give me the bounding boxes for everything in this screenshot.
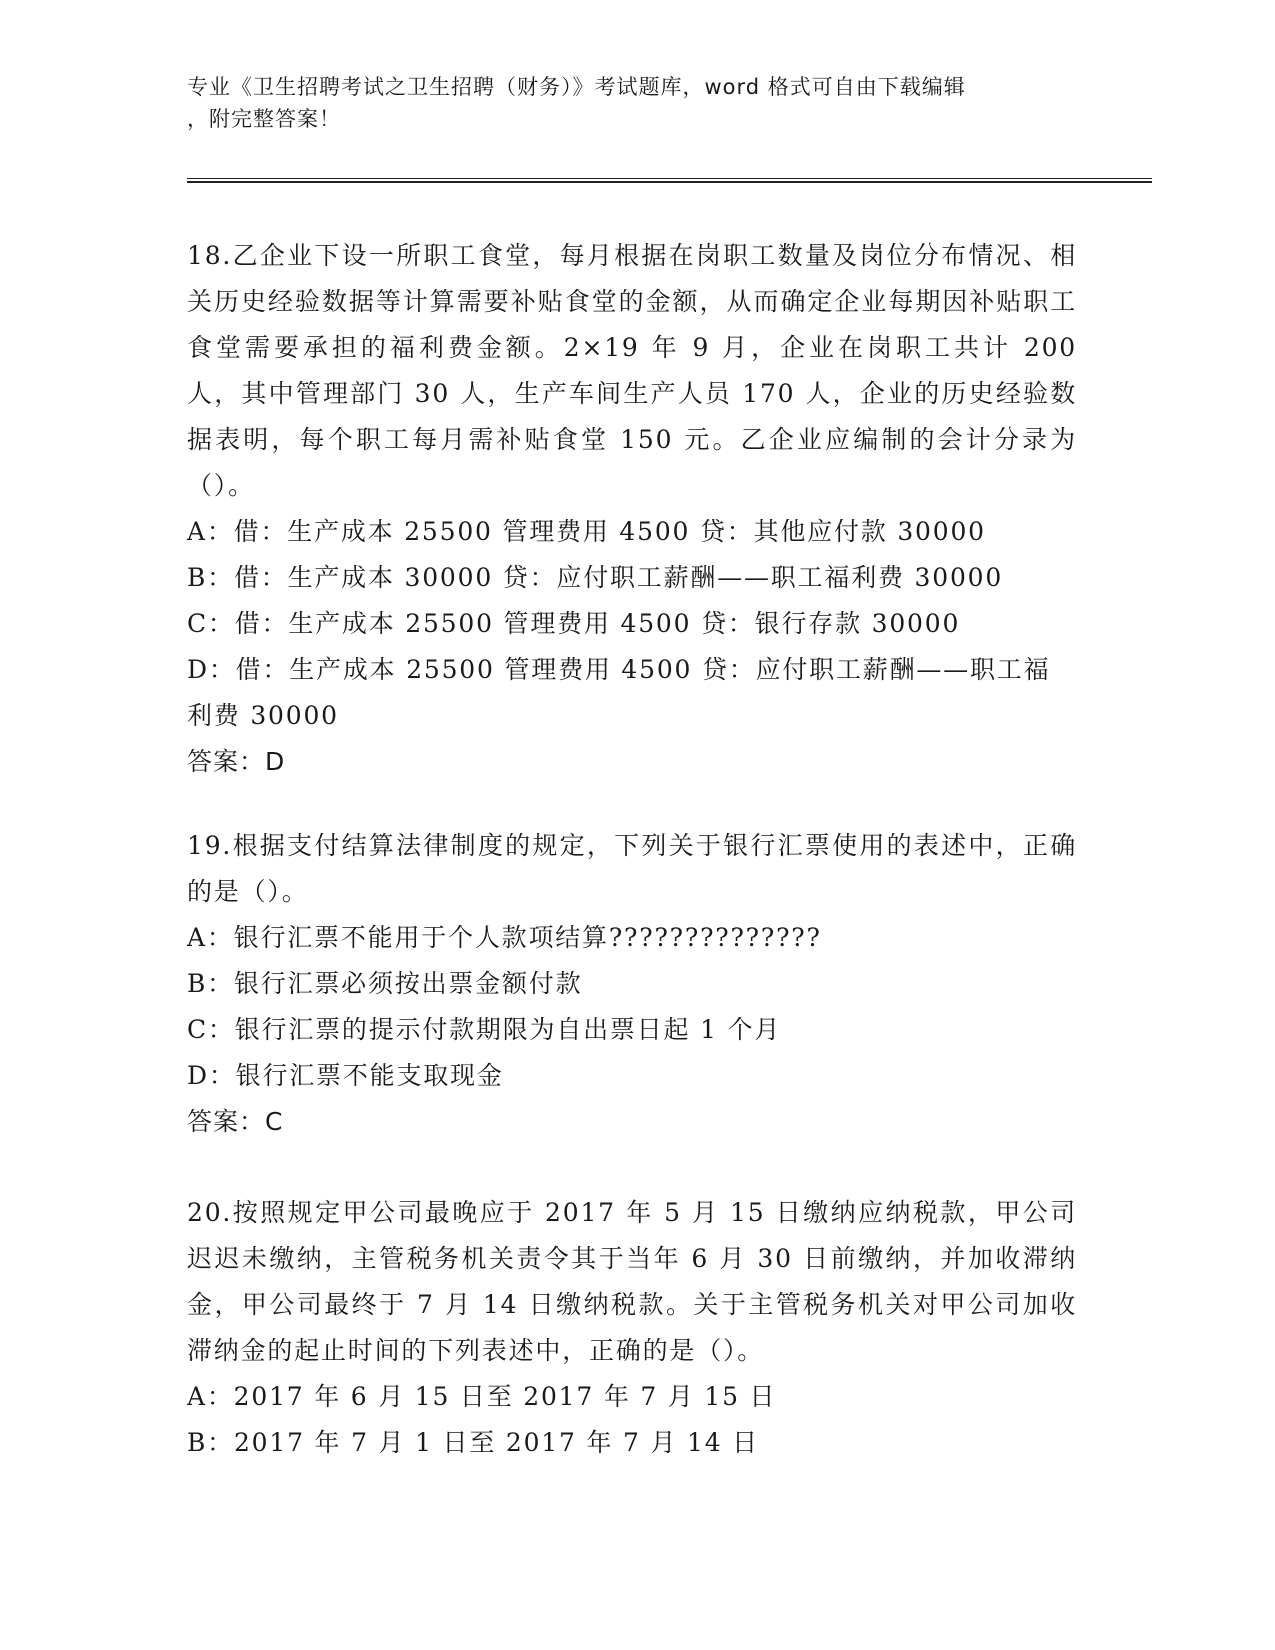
question-stem: 18.乙企业下设一所职工食堂，每月根据在岗职工数量及岗位分布情况、相关历史经验数据等计算需要补贴食堂的金额，从而确定企业每期因补贴职工食堂需要承担的福利费金额。2×19 年 9 月，企业在岗职工共计 200 人，其中管理部门 30 人，生产车间生产人员 170 人，企业的历史经验数据表明，每个职工每月需补贴食堂 150 元。乙企业应编制的会计分录为（）。 [187, 241, 1077, 500]
question-stem: 20.按照规定甲公司最晚应于 2017 年 5 月 15 日缴纳应纳税款，甲公司迟迟未缴纳，主管税务机关责令其于当年 6 月 30 日前缴纳，并加收滞纳金，甲公司最终于 7 月 14 日缴纳税款。关于主管税务机关对甲公司加收滞纳金的起止时间的下列表述中，正确的是（）。 [187, 1198, 1077, 1365]
question-stem: 19.根据支付结算法律制度的规定，下列关于银行汇票使用的表述中，正确的是（）。 [187, 831, 1077, 906]
option-b: B：2017 年 7 月 1 日至 2017 年 7 月 14 日 [187, 1428, 759, 1457]
header-line-2: ，附完整答案！ [187, 107, 341, 131]
option-c: C：借：生产成本 25500 管理费用 4500 贷：银行存款 30000 [187, 609, 961, 638]
question-20 [187, 1190, 1077, 1466]
question-19 [187, 823, 1077, 1145]
option-b: B：银行汇票必须按出票金额付款 [187, 969, 583, 998]
document-header [187, 71, 1067, 135]
option-b: B：借：生产成本 30000 贷：应付职工薪酬——职工福利费 30000 [187, 563, 1004, 592]
option-d: D：银行汇票不能支取现金 [187, 1061, 504, 1090]
answer: 答案：C [187, 1107, 284, 1136]
option-a: A：2017 年 6 月 15 日至 2017 年 7 月 15 日 [187, 1382, 777, 1411]
option-a: A：银行汇票不能用于个人款项结算?????????????? [187, 923, 822, 952]
header-line-1: 专业《卫生招聘考试之卫生招聘（财务）》考试题库，word 格式可自由下载编辑 [187, 75, 966, 99]
question-18 [187, 233, 1077, 785]
option-a: A：借：生产成本 25500 管理费用 4500 贷：其他应付款 30000 [187, 517, 986, 546]
option-c: C：银行汇票的提示付款期限为自出票日起 1 个月 [187, 1015, 782, 1044]
header-divider [187, 178, 1152, 183]
answer: 答案：D [187, 747, 286, 776]
option-d: D：借：生产成本 25500 管理费用 4500 贷：应付职工薪酬——职工福利费 30000 [187, 655, 1051, 730]
